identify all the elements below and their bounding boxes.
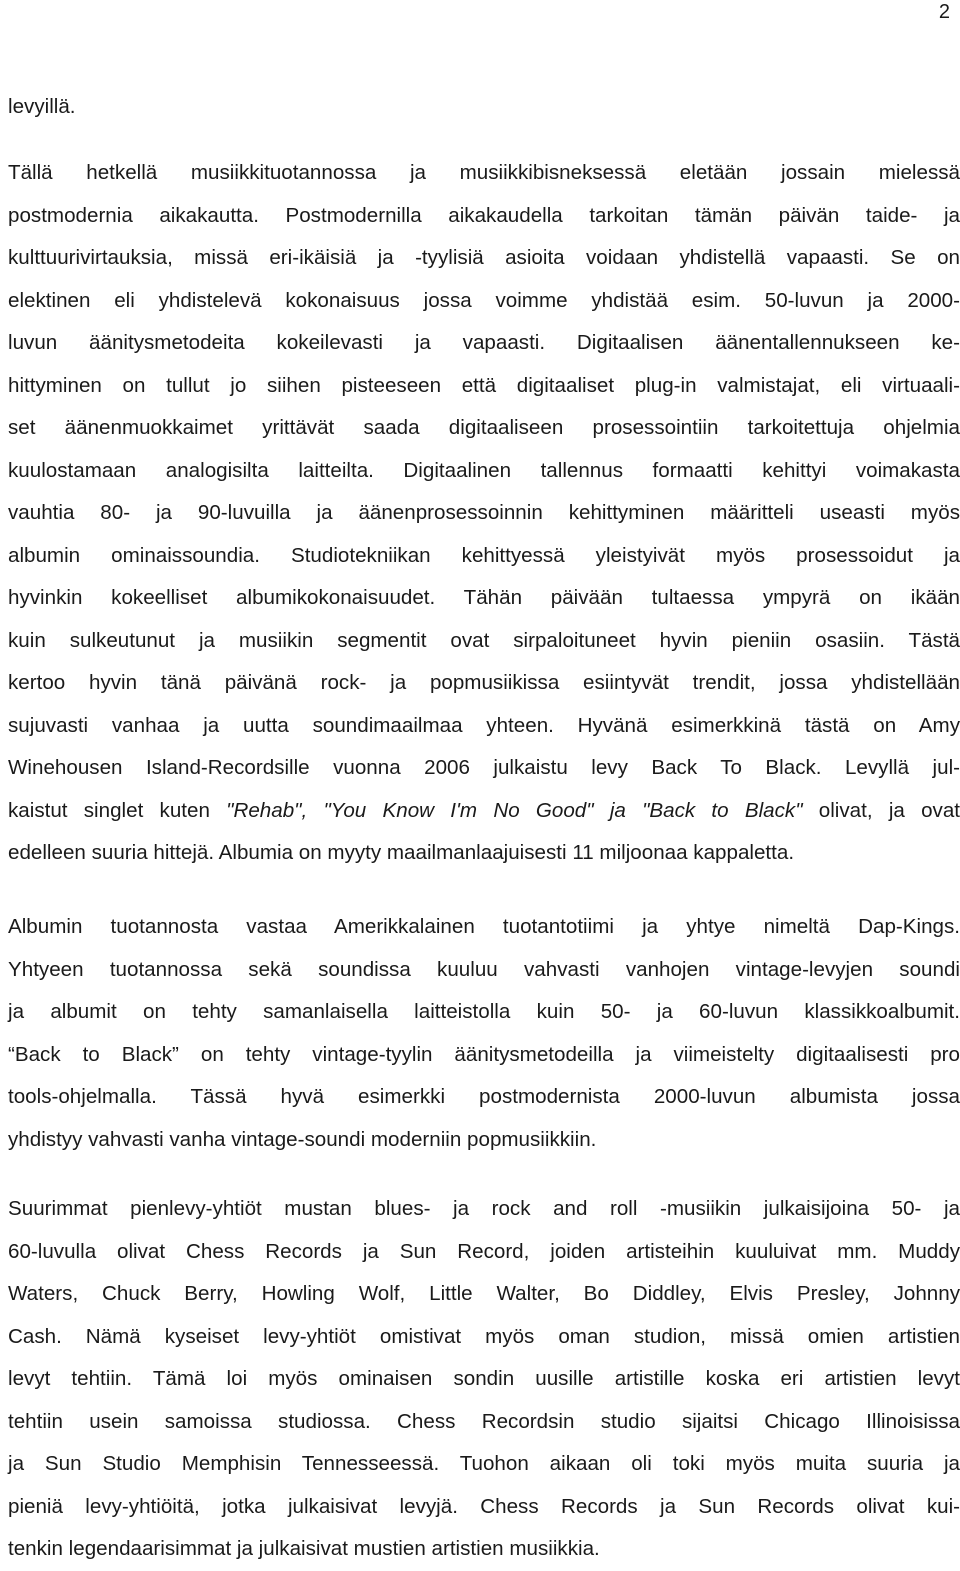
text-line: tenkin legendaarisimmat ja julkaisivat mustien artistien musiikkia. [8, 1537, 600, 1560]
text-line: kuulostamaan analogisilta laitteilta. Digitaalinen tallennus formaatti kehittyi voimakasta [8, 458, 960, 482]
song-titles: "Rehab", "You Know I'm No Good" ja "Back to Black" [226, 798, 803, 822]
text-line: luvun äänitysmetodeita kokeilevasti ja vapaasti. Digitaalisen äänentallennukseen ke- [8, 331, 960, 354]
text-line: levyillä. [8, 95, 76, 118]
text-line: Tällä hetkellä musiikkituotannossa ja musiikkibisneksessä eletään jossain mielessä [8, 161, 960, 184]
text-line: kertoo hyvin tänä päivänä rock- ja popmusiikissa esiintyvät trendit, jossa yhdistellään [8, 671, 960, 694]
text-line: kuin sulkeutunut ja musiikin segmentit ovat sirpaloituneet hyvin pieniin osasiin. Tästä [8, 628, 960, 652]
paragraph-2 [8, 152, 960, 875]
text-line: 60-luvulla olivat Chess Records ja Sun Record, joiden artisteihin kuuluivat mm. Muddy [8, 1239, 960, 1263]
text-line: ja Sun Studio Memphisin Tennesseessä. Tuohon aikaan oli toki myös muita suuria ja [8, 1452, 960, 1475]
paragraph-1 [8, 86, 960, 129]
text-line: vauhtia 80- ja 90-luvuilla ja äänenprosessoinnin kehittyminen määritteli useasti myös [8, 501, 960, 524]
page-number: 2 [938, 1, 950, 23]
text-line: Winehousen Island-Recordsille vuonna 2006 julkaistu levy Back To Black. Levyllä jul- [8, 756, 960, 779]
text-line: “Back to Black” on tehty vintage-tyylin äänitysmetodeilla ja viimeistelty digitaalisesti pro [8, 1042, 960, 1066]
text-line: edelleen suuria hittejä. Albumia on myyty maailmanlaajuisesti 11 miljoonaa kappaletta. [8, 841, 795, 864]
text-line: ja albumit on tehty samanlaisella laitteistolla kuin 50- ja 60-luvun klassikkoalbumit. [8, 1000, 960, 1023]
text-line: tehtiin usein samoissa studiossa. Chess Recordsin studio sijaitsi Chicago Illinoisissa [8, 1409, 960, 1433]
text-line: Waters, Chuck Berry, Howling Wolf, Little Walter, Bo Diddley, Elvis Presley, Johnny [8, 1282, 960, 1305]
text-line: albumin ominaissoundia. Studiotekniikan kehittyessä yleistyivät myös prosessoidut ja [8, 543, 960, 567]
text-line: pieniä levy-yhtiöitä, jotka julkaisivat levyjä. Chess Records ja Sun Records olivat kui- [8, 1494, 960, 1518]
text-line: elektinen eli yhdistelevä kokonaisuus jossa voimme yhdistää esim. 50-luvun ja 2000- [8, 288, 960, 312]
text-line: postmodernia aikakautta. Postmodernilla aikakaudella tarkoitan tämän päivän taide- ja [8, 203, 960, 227]
text-line: Cash. Nämä kyseiset levy-yhtiöt omistivat myös oman studion, missä omien artistien [8, 1324, 960, 1348]
paragraph-3 [8, 906, 960, 1161]
text-line: set äänenmuokkaimet yrittävät saada digitaaliseen prosessointiin tarkoitettuja ohjelmia [8, 416, 960, 439]
text-line: sujuvasti vanhaa ja uutta soundimaailmaa yhteen. Hyvänä esimerkkinä tästä on Amy [8, 713, 960, 737]
text-line: Suurimmat pienlevy-yhtiöt mustan blues- ja rock and roll -musiikin julkaisijoina 50- ja [8, 1197, 960, 1220]
text-line: Albumin tuotannosta vastaa Amerikkalainen tuotantotiimi ja yhtye nimeltä Dap-Kings. [8, 915, 960, 938]
text-line: tools-ohjelmalla. Tässä hyvä esimerkki postmodernista 2000-luvun albumista jossa [8, 1085, 960, 1108]
text-line: kulttuurivirtauksia, missä eri-ikäisiä ja -tyylisiä asioita voidaan yhdistellä vapaasti. Se on [8, 246, 960, 269]
text-fragment: kaistut singlet kuten [8, 798, 227, 822]
text-line-with-song-titles [8, 790, 960, 833]
text-line: Yhtyeen tuotannossa sekä soundissa kuuluu vahvasti vanhojen vintage-levyjen soundi [8, 957, 960, 981]
text-line: hyvinkin kokeelliset albumikokonaisuudet. Tähän päivään tultaessa ympyrä on ikään [8, 586, 960, 609]
text-line: hittyminen on tullut jo siihen pisteeseen että digitaaliset plug-in valmistajat, eli virtuaali- [8, 373, 960, 397]
paragraph-4 [8, 1188, 960, 1571]
text-line: levyt tehtiin. Tämä loi myös ominaisen sondin uusille artistille koska eri artistien levyt [8, 1367, 960, 1390]
text-line: yhdistyy vahvasti vanha vintage-soundi moderniin popmusiikkiin. [8, 1127, 597, 1151]
text-fragment: olivat, ja ovat [802, 798, 960, 822]
